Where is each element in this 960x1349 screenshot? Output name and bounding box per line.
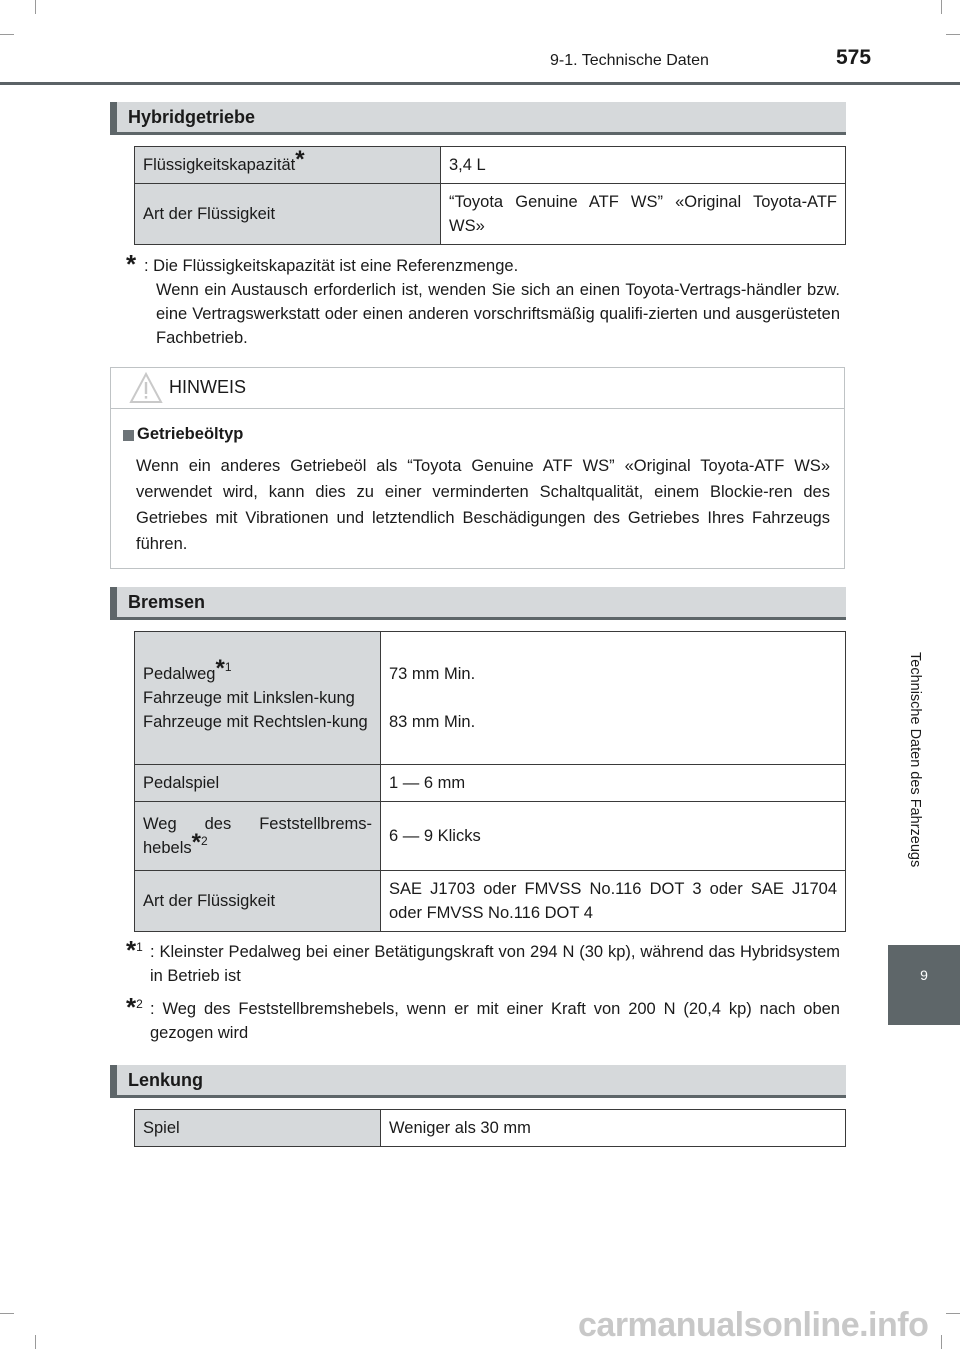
table-row <box>135 765 846 802</box>
crop-mark <box>0 1313 14 1314</box>
footnote-mark: * <box>191 829 201 856</box>
table-row <box>135 632 846 765</box>
crop-mark <box>946 34 960 35</box>
table-value-cell: SAE J1703 oder FMVSS No.116 DOT 3 oder SAE J1704 oder FMVSS No.116 DOT 4 <box>381 871 846 932</box>
table-value-cell: “Toyota Genuine ATF WS” «Original Toyota-ATF WS» <box>441 184 846 245</box>
section-heading-steering <box>110 1065 846 1098</box>
table-value-cell: 1 — 6 mm <box>381 765 846 802</box>
table-row <box>135 147 846 184</box>
footnote-marker <box>126 992 143 1023</box>
notice-header <box>111 368 844 409</box>
footnote-mark: * <box>215 655 225 682</box>
footnote-line: : Die Flüssigkeitskapazität ist eine Referenzmenge. <box>144 257 519 275</box>
footnote <box>126 249 840 350</box>
bullet-square-icon <box>123 430 134 441</box>
footnote-marker <box>126 935 143 966</box>
row-label: Weg des Feststellbrems- <box>143 815 372 833</box>
section-heading-brakes <box>110 587 846 620</box>
table-value-cell: 3,4 L <box>441 147 846 184</box>
section-heading-title: Lenkung <box>128 1070 203 1090</box>
footnote-number: 1 <box>136 940 143 954</box>
footnote-number: 2 <box>200 834 208 848</box>
heading-bar <box>110 102 117 135</box>
crop-mark <box>941 1335 942 1349</box>
table-label-cell <box>135 147 441 184</box>
footnote-star: * <box>126 992 137 1022</box>
watermark: carmanualsonline.info <box>578 1306 929 1344</box>
crop-mark <box>35 0 36 14</box>
section-heading-title: Bremsen <box>128 592 206 612</box>
table-row <box>135 184 846 245</box>
footnote-text: : Weg des Feststellbremshebels, wenn er mit einer Kraft von 200 N (20,4 kp) nach oben gezogen wird <box>150 1000 840 1042</box>
footnote-text <box>144 254 840 350</box>
footnote-number: 2 <box>136 997 143 1011</box>
crop-mark <box>946 1313 960 1314</box>
table-value-cell: Weniger als 30 mm <box>381 1110 846 1147</box>
table-label-cell <box>135 632 381 765</box>
table-value-cell: 6 — 9 Klicks <box>381 802 846 871</box>
footnote-star: * <box>126 249 137 279</box>
table-label-cell: Spiel <box>135 1110 381 1147</box>
footnote <box>126 992 840 1045</box>
footnote-text: : Kleinster Pedalweg bei einer Betätigungskraft von 294 N (30 kp), während das Hybridsystem in Betrieb ist <box>150 943 840 985</box>
crop-mark <box>35 1335 36 1349</box>
crop-mark <box>0 34 14 35</box>
section-title: 9-1. Technische Daten <box>550 52 709 69</box>
table-row <box>135 871 846 932</box>
section-heading-title: Hybridgetriebe <box>128 107 256 127</box>
brakes-spec-table <box>134 631 846 932</box>
chapter-tab <box>888 945 960 1025</box>
row-value: 73 mm Min. <box>389 665 476 683</box>
footnote-star: * <box>126 935 137 965</box>
notice-text: Wenn ein anderes Getriebeöl als “Toyota Genuine ATF WS” «Original Toyota-ATF WS» verwendet wird, kann dies zu einer verminderten Schaltqualität, einem Blockie-ren des Getriebes mit Vibrationen und letztendlich Beschädigungen des Getriebes Ihres Fahrzeugs führen. <box>136 457 830 553</box>
header-rule <box>0 82 960 85</box>
row-value: 83 mm Min. <box>389 713 476 731</box>
row-label: hebels <box>143 839 192 857</box>
table-value-cell <box>381 632 846 765</box>
table-label-cell <box>135 802 381 871</box>
table-label-cell: Pedalspiel <box>135 765 381 802</box>
footnote <box>126 935 840 988</box>
table-label-cell: Art der Flüssigkeit <box>135 184 441 245</box>
notice-title: HINWEIS <box>169 377 247 397</box>
table-row <box>135 802 846 871</box>
footnote-marker <box>126 249 137 280</box>
chapter-title: Technische Daten des Fahrzeugs <box>907 652 923 868</box>
row-sublabel: Fahrzeuge mit Linkslen-kung <box>143 689 355 707</box>
heading-bar <box>110 587 117 620</box>
row-label: Pedalweg <box>143 665 216 683</box>
hybrid-spec-table <box>134 146 846 245</box>
section-heading-hybrid <box>110 102 846 135</box>
row-label: Flüssigkeitskapazität <box>143 156 296 174</box>
footnote-mark: * <box>295 146 305 173</box>
notice-box <box>110 367 845 569</box>
table-row <box>135 1110 846 1147</box>
notice-subtitle: Getriebeöltyp <box>137 425 244 443</box>
steering-spec-table <box>134 1109 846 1147</box>
chapter-number: 9 <box>920 967 928 983</box>
footnote-continuation: Wenn ein Austausch erforderlich ist, wenden Sie sich an einen Toyota-Vertrags-händler bzw. eine Vertragswerkstatt oder einen anderen vorschriftsmäßig qualifi-zierten und ausgerüsteten Fachbetrieb. <box>156 281 840 347</box>
row-sublabel: Fahrzeuge mit Rechtslen-kung <box>143 713 368 731</box>
crop-mark <box>941 0 942 14</box>
page-number: 575 <box>836 46 872 69</box>
warning-triangle-icon <box>129 371 163 405</box>
footnote-number: 1 <box>224 660 232 674</box>
heading-bar <box>110 1065 117 1098</box>
table-label-cell: Art der Flüssigkeit <box>135 871 381 932</box>
